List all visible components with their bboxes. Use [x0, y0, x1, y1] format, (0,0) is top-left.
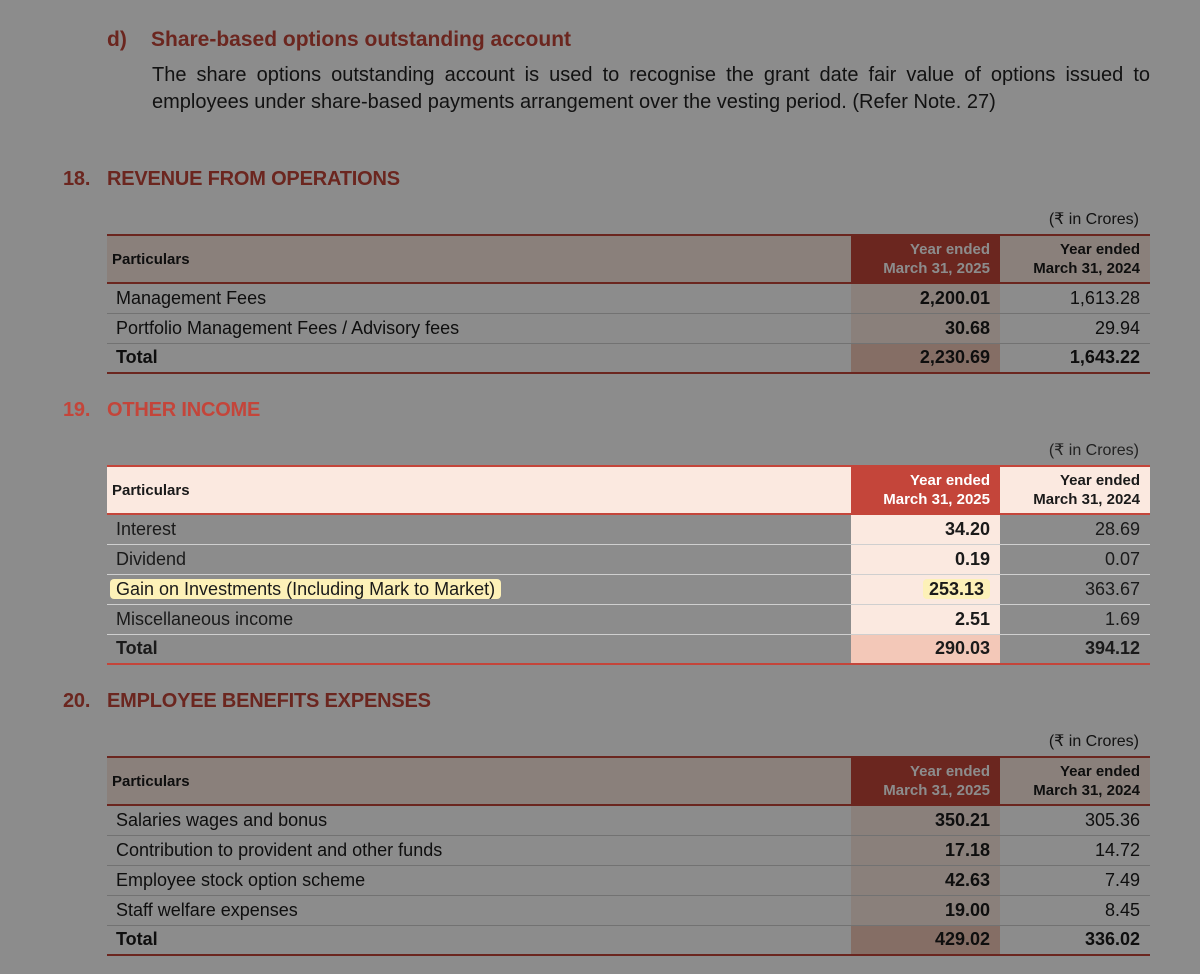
table-header-row — [107, 757, 1150, 805]
header-particulars: Particulars — [107, 235, 851, 283]
table-total-row: Total 290.03 394.12 — [107, 634, 1150, 664]
employee-table — [107, 756, 1150, 956]
table-total-row: Total 2,230.69 1,643.22 — [107, 343, 1150, 373]
table-row: Salaries wages and bonus 350.21 305.36 — [107, 805, 1150, 835]
table-total-row: Total 429.02 336.02 — [107, 925, 1150, 955]
section-20-title — [63, 690, 431, 713]
section-number: 18. — [63, 168, 91, 190]
table-header-row — [107, 466, 1150, 514]
subsection-title: Share-based options outstanding account — [151, 28, 572, 51]
table-row: Miscellaneous income 2.51 1.69 — [107, 604, 1150, 634]
section-number: 20. — [63, 690, 91, 712]
table-row: Portfolio Management Fees / Advisory fees 30.68 29.94 — [107, 313, 1150, 343]
unit-label: (₹ in Crores) — [1048, 211, 1139, 228]
header-fy24: Year ended March 31, 2024 — [1000, 466, 1150, 514]
highlighted-label: Gain on Investments (Including Mark to Market) — [110, 579, 501, 599]
table-header-row — [107, 235, 1150, 283]
unit-label: (₹ in Crores) — [1048, 733, 1139, 750]
header-fy25: Year ended March 31, 2025 — [851, 235, 1000, 283]
header-fy25: Year ended March 31, 2025 — [851, 757, 1000, 805]
table-row: Employee stock option scheme 42.63 7.49 — [107, 865, 1150, 895]
section-number: 19. — [63, 399, 91, 421]
table-row-highlighted: Gain on Investments (Including Mark to Market) 253.13 363.67 — [107, 574, 1150, 604]
section-title: EMPLOYEE BENEFITS EXPENSES — [107, 690, 431, 712]
section-19-title — [63, 399, 260, 422]
table-row: Dividend 0.19 0.07 — [107, 544, 1150, 574]
revenue-table — [107, 234, 1150, 374]
subsection-d-text: The share options outstanding account is used to recognise the grant date fair value of options issued to employees under share-based payments arrangement over the vesting period. (Refer Note. 27) — [152, 64, 1150, 113]
highlighted-value: 253.13 — [923, 579, 990, 599]
table-row: Staff welfare expenses 19.00 8.45 — [107, 895, 1150, 925]
header-fy24: Year ended March 31, 2024 — [1000, 235, 1150, 283]
subsection-letter: d) — [107, 28, 127, 51]
other-income-table — [107, 465, 1150, 665]
header-particulars: Particulars — [107, 466, 851, 514]
header-fy24: Year ended March 31, 2024 — [1000, 757, 1150, 805]
section-title: REVENUE FROM OPERATIONS — [107, 168, 400, 190]
header-fy25: Year ended March 31, 2025 — [851, 466, 1000, 514]
subsection-d-heading — [107, 28, 571, 52]
section-title: OTHER INCOME — [107, 399, 261, 421]
unit-label: (₹ in Crores) — [1048, 442, 1139, 459]
header-particulars: Particulars — [107, 757, 851, 805]
table-row: Interest 34.20 28.69 — [107, 514, 1150, 544]
table-row: Contribution to provident and other funds 17.18 14.72 — [107, 835, 1150, 865]
section-18-title — [63, 168, 400, 191]
table-row: Management Fees 2,200.01 1,613.28 — [107, 283, 1150, 313]
